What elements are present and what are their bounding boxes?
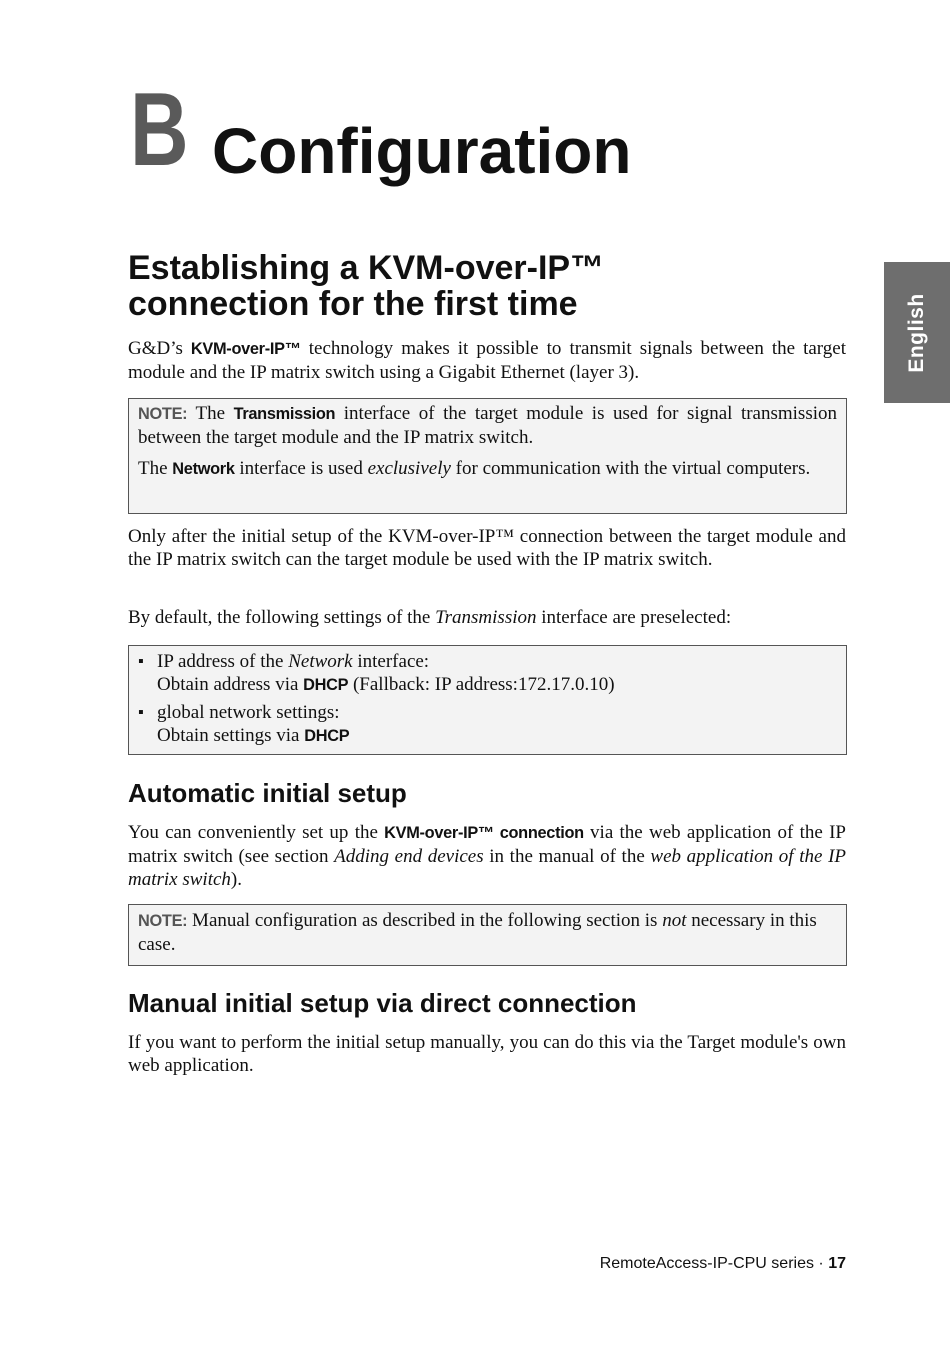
note-text: for communication with the virtual computers. [450,458,811,479]
footer-text: RemoteAccess-IP-CPU series · [599,1255,829,1272]
automatic-text: You can conveniently set up the [128,822,385,843]
list-text: interface: [352,651,430,672]
note-paragraph-1 [138,402,837,449]
list-term: DHCP [303,676,349,694]
automatic-text: via the web application of the IP matrix switch (see section [128,822,846,867]
section-heading-automatic: Automatic initial setup [128,778,407,808]
note-emphasis: exclusively [367,458,451,479]
manual-paragraph: If you want to perform the initial setup manually, you can do this via the Target module's own web application. [128,1032,846,1076]
list-item [138,650,837,697]
note-text: Manual configuration as described in the following section is [187,910,663,931]
defaults-paragraph [128,606,846,629]
automatic-emphasis: Adding end devices [334,846,484,867]
note-paragraph-2 [138,457,837,481]
chapter-title: Configuration [212,115,632,187]
note-label: NOTE: [138,912,188,930]
note-emphasis: not [662,910,687,931]
heading-line-2: connection for the first time [128,285,578,323]
list-term: DHCP [304,727,350,745]
note-label: NOTE: [138,405,188,423]
language-tab [884,262,950,403]
note-text: interface is used [234,458,368,479]
intro-text-start: G&D’s [128,338,191,359]
list-emphasis: Network [288,651,353,672]
list-text: IP address of the [157,651,289,672]
defaults-box [128,645,847,755]
note-term-transmission: Transmission [233,405,336,423]
automatic-text: ). [230,869,242,890]
setup-paragraph: Only after the initial setup of the KVM-over-IP™ connection between the target module and the IP matrix switch can the target module be used with the IP matrix switch. [128,526,846,570]
section-heading-manual: Manual initial setup via direct connection [128,988,637,1018]
note-box-transmission [128,398,847,514]
defaults-list [138,650,837,748]
note-text: The [138,458,173,479]
list-item [138,701,837,748]
automatic-term: KVM-over-IP™ connection [384,824,584,842]
automatic-text: in the manual of the [483,846,651,867]
page-footer [600,1255,846,1273]
intro-text-end: technology makes it possible to transmit signals between the target module and the IP matrix switch using a Gigabit Ethernet (layer 3). [128,338,846,383]
note-text: The [187,403,234,424]
note-text: interface of the target module is used for signal transmission between the target module and the IP matrix switch. [138,403,837,448]
list-text: global network settings: [157,702,340,723]
page-number: 17 [828,1255,846,1272]
note-text: necessary in this case. [138,910,817,955]
chapter-letter: B [130,72,189,188]
defaults-text: interface are preselected: [536,607,732,628]
note-term-network: Network [172,460,235,478]
note-box-manual [128,904,847,966]
heading-line-1: Establishing a KVM-over-IP™ [128,249,605,287]
language-tab-label: English [905,292,928,373]
automatic-paragraph [128,821,846,891]
list-text: Obtain settings via [157,725,305,746]
defaults-text: By default, the following settings of the [128,607,436,628]
list-text: Obtain address via [157,674,304,695]
section-heading-kvm [128,250,828,322]
list-text: (Fallback: IP address:172.17.0.10) [348,674,615,695]
intro-term: KVM-over-IP™ [190,340,301,358]
intro-paragraph [128,337,846,384]
defaults-emphasis: Transmission [435,607,537,628]
note-paragraph [138,909,837,956]
automatic-emphasis: web application of the IP matrix switch [128,846,846,890]
